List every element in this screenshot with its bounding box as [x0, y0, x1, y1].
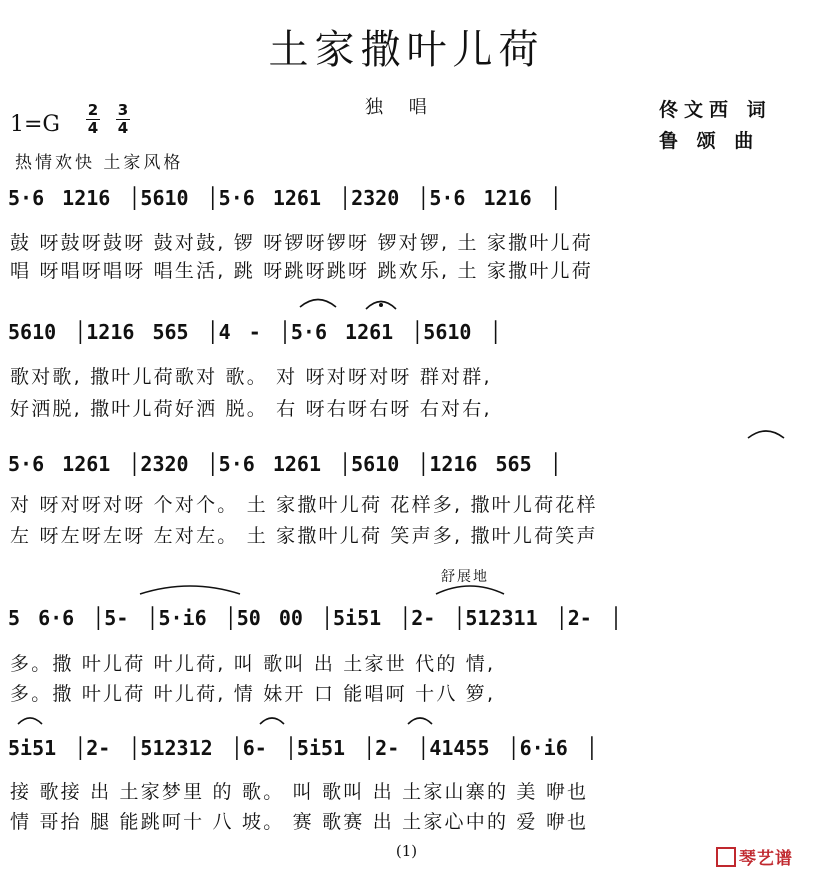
performance-type: 独 唱	[365, 97, 437, 118]
time-signature-numerator: 2	[87, 101, 99, 119]
lyrics-verse-2: 情 哥抬 腿 能跳呵十 八 坡。 赛 歌赛 出 土家心中的 爱 咿也	[10, 811, 589, 833]
notation-line: 5i51 │2- │512312 │6- │5i51 │2- │41455 │6·i6 │	[8, 736, 598, 760]
section-marking: 舒展地	[441, 569, 489, 585]
lyrics-verse-2: 好洒脱, 撒叶儿荷好洒 脱。 右 呀右呀右呀 右对右,	[10, 398, 492, 420]
notation-line: 5 6·6 │5- │5·i6 │50 00 │5i51 │2- │512311 │2- │	[8, 606, 622, 630]
slur	[408, 718, 432, 724]
lyricist-credit: 佟文西 词	[659, 99, 772, 121]
lyrics-verse-2: 多。撒 叶儿荷 叶儿荷, 情 妹开 口 能唱呵 十八 箩,	[10, 683, 496, 705]
page-title: 土家撒叶儿荷	[268, 27, 545, 73]
lyrics-verse-2: 左 呀左呀左呀 左对左。 土 家撒叶儿荷 笑声多, 撒叶儿荷笑声	[10, 525, 598, 547]
time-signature-denominator: 4	[87, 119, 99, 137]
fermata-dot	[379, 303, 383, 307]
logo-icon	[716, 847, 736, 867]
time-signature-denominator: 4	[117, 119, 129, 137]
slur	[436, 586, 504, 594]
tempo-marking: 热情欢快 土家风格	[15, 153, 184, 173]
watermark-logo	[716, 844, 793, 869]
lyrics-verse-1: 对 呀对呀对呀 个对个。 土 家撒叶儿荷 花样多, 撒叶儿荷花样	[10, 494, 598, 516]
time-signature-numerator: 3	[117, 101, 129, 119]
lyrics-verse-1: 鼓 呀鼓呀鼓呀 鼓对鼓, 锣 呀锣呀锣呀 锣对锣, 土 家撒叶儿荷	[10, 232, 593, 254]
lyrics-verse-1: 多。撒 叶儿荷 叶儿荷, 叫 歌叫 出 土家世 代的 情,	[10, 653, 496, 675]
notation-line: 5·6 1216 │5610 │5·6 1261 │2320 │5·6 1216 │	[8, 186, 562, 210]
notation-line: 5·6 1261 │2320 │5·6 1261 │5610 │1216 565 │	[8, 452, 562, 476]
page-number: (1)	[395, 842, 418, 860]
slur	[140, 586, 240, 594]
lyrics-verse-1: 歌对歌, 撒叶儿荷歌对 歌。 对 呀对呀对呀 群对群,	[10, 366, 492, 388]
slur	[748, 431, 784, 438]
slur	[260, 718, 284, 724]
composer-credit: 鲁 颂 曲	[659, 130, 760, 152]
watermark-text: 琴艺谱	[739, 849, 793, 869]
slur	[300, 300, 336, 308]
key-signature: 1=G	[10, 112, 61, 137]
lyrics-verse-2: 唱 呀唱呀唱呀 唱生活, 跳 呀跳呀跳呀 跳欢乐, 土 家撒叶儿荷	[10, 260, 593, 282]
notation-line: 5610 │1216 565 │4 - │5·6 1261 │5610 │	[8, 320, 502, 344]
slur	[18, 718, 42, 724]
lyrics-verse-1: 接 歌接 出 土家梦里 的 歌。 叫 歌叫 出 土家山寨的 美 咿也	[10, 781, 589, 803]
